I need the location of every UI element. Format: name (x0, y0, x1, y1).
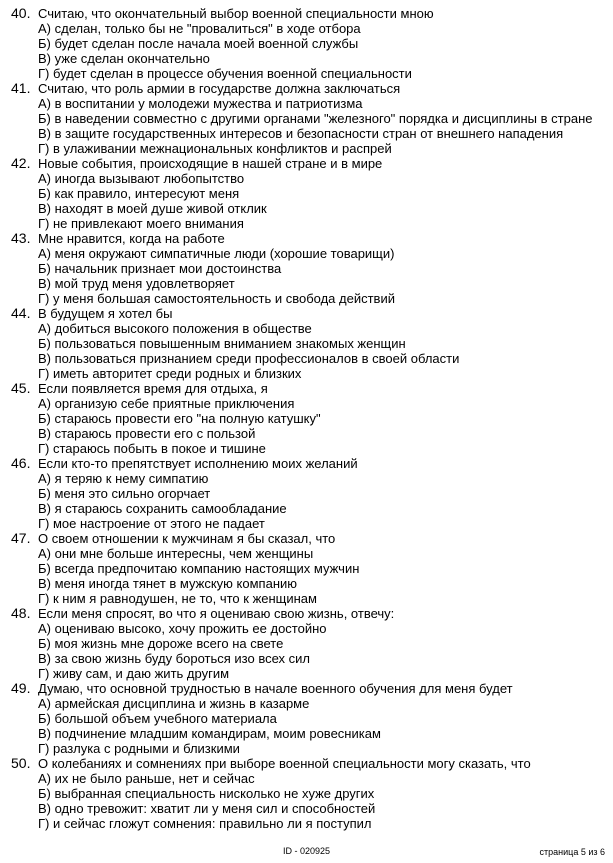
answer-option: А) я теряю к нему симпатию (38, 471, 209, 486)
question-49 (0, 681, 613, 756)
question-number: 44. (11, 305, 31, 321)
question-text: Если меня спросят, во что я оцениваю свою жизнь, отвечу: (38, 606, 395, 621)
question-43 (0, 231, 613, 306)
answer-option: Г) стараюсь побыть в покое и тишине (38, 441, 266, 456)
question-text: Мне нравится, когда на работе (38, 231, 225, 246)
answer-option: В) подчинение младшим командирам, моим ровесникам (38, 726, 381, 741)
answer-option: Г) мое настроение от этого не падает (38, 516, 265, 531)
question-text: Если кто-то препятствует исполнению моих желаний (38, 456, 358, 471)
answer-option: Б) меня это сильно огорчает (38, 486, 211, 501)
question-number: 43. (11, 230, 31, 246)
question-number: 48. (11, 605, 31, 621)
answer-option: Б) всегда предпочитаю компанию настоящих мужчин (38, 561, 360, 576)
answer-option: А) добиться высокого положения в обществе (38, 321, 312, 336)
question-number: 42. (11, 155, 31, 171)
answer-option: Б) большой объем учебного материала (38, 711, 277, 726)
question-44 (0, 306, 613, 381)
answer-option: Г) живу сам, и даю жить другим (38, 666, 230, 681)
answer-option: Б) выбранная специальность нисколько не хуже других (38, 786, 375, 801)
answer-option: А) сделан, только бы не "провалиться" в ходе отбора (38, 21, 361, 36)
answer-option: В) пользоваться признанием среди профессионалов в своей области (38, 351, 460, 366)
question-text: В будущем я хотел бы (38, 306, 173, 321)
answer-option: Б) в наведении совместно с другими органами "железного" порядка и дисциплины в стране (38, 111, 593, 126)
answer-option: А) их не было раньше, нет и сейчас (38, 771, 255, 786)
answer-option: Б) начальник признает мои достоинства (38, 261, 282, 276)
answer-option: В) уже сделан окончательно (38, 51, 210, 66)
answer-option: В) находят в моей душе живой отклик (38, 201, 267, 216)
answer-option: А) в воспитании у молодежи мужества и патриотизма (38, 96, 363, 111)
answer-option: А) армейская дисциплина и жизнь в казарме (38, 696, 310, 711)
page-number: страница 5 из 6 (539, 847, 605, 857)
answer-option: Г) не привлекают моего внимания (38, 216, 244, 231)
answer-option: В) я стараюсь сохранить самообладание (38, 501, 287, 516)
answer-option: Б) пользоваться повышенным вниманием знакомых женщин (38, 336, 406, 351)
answer-option: В) одно тревожит: хватит ли у меня сил и способностей (38, 801, 376, 816)
answer-option: Б) как правило, интересуют меня (38, 186, 240, 201)
question-number: 50. (11, 755, 31, 771)
answer-option: Б) будет сделан после начала моей военной службы (38, 36, 359, 51)
answer-option: Г) и сейчас гложут сомнения: правильно ли я поступил (38, 816, 372, 831)
question-text: О своем отношении к мужчинам я бы сказал, что (38, 531, 336, 546)
answer-option: Г) разлука с родными и близкими (38, 741, 240, 756)
answer-option: В) за свою жизнь буду бороться изо всех сил (38, 651, 310, 666)
answer-option: Г) в улаживании межнациональных конфликтов и распрей (38, 141, 392, 156)
answer-option: Б) стараюсь провести его "на полную катушку" (38, 411, 321, 426)
answer-option: А) они мне больше интересны, чем женщины (38, 546, 314, 561)
question-text: Считаю, что окончательный выбор военной специальности мною (38, 6, 434, 21)
question-number: 41. (11, 80, 31, 96)
answer-option: Г) иметь авторитет среди родных и близких (38, 366, 302, 381)
question-40 (0, 6, 613, 81)
answer-option: В) стараюсь провести его с пользой (38, 426, 256, 441)
answer-option: А) иногда вызывают любопытство (38, 171, 245, 186)
answer-option: В) меня иногда тянет в мужскую компанию (38, 576, 298, 591)
question-50 (0, 756, 613, 831)
question-41 (0, 81, 613, 156)
question-48 (0, 606, 613, 681)
answer-option: Б) моя жизнь мне дороже всего на свете (38, 636, 284, 651)
question-text: Новые события, происходящие в нашей стране и в мире (38, 156, 383, 171)
answer-option: Г) будет сделан в процессе обучения военной специальности (38, 66, 412, 81)
question-42 (0, 156, 613, 231)
question-number: 45. (11, 380, 31, 396)
question-text: Считаю, что роль армии в государстве должна заключаться (38, 81, 401, 96)
answer-option: В) мой труд меня удовлетворяет (38, 276, 235, 291)
question-number: 47. (11, 530, 31, 546)
question-text: Думаю, что основной трудностью в начале военного обучения для меня будет (38, 681, 513, 696)
answer-option: А) организую себе приятные приключения (38, 396, 295, 411)
answer-option: Г) к ним я равнодушен, не то, что к женщинам (38, 591, 317, 606)
answer-option: В) в защите государственных интересов и безопасности стран от внешнего нападения (38, 126, 564, 141)
question-45 (0, 381, 613, 456)
answer-option: А) оцениваю высоко, хочу прожить ее достойно (38, 621, 327, 636)
answer-option: Г) у меня большая самостоятельность и свобода действий (38, 291, 395, 306)
document-id: ID - 020925 (282, 846, 331, 856)
question-text: Если появляется время для отдыха, я (38, 381, 268, 396)
question-text: О колебаниях и сомнениях при выборе военной специальности могу сказать, что (38, 756, 531, 771)
question-number: 46. (11, 455, 31, 471)
question-number: 49. (11, 680, 31, 696)
answer-option: А) меня окружают симпатичные люди (хорошие товарищи) (38, 246, 395, 261)
question-47 (0, 531, 613, 606)
question-46 (0, 456, 613, 531)
question-number: 40. (11, 5, 31, 21)
